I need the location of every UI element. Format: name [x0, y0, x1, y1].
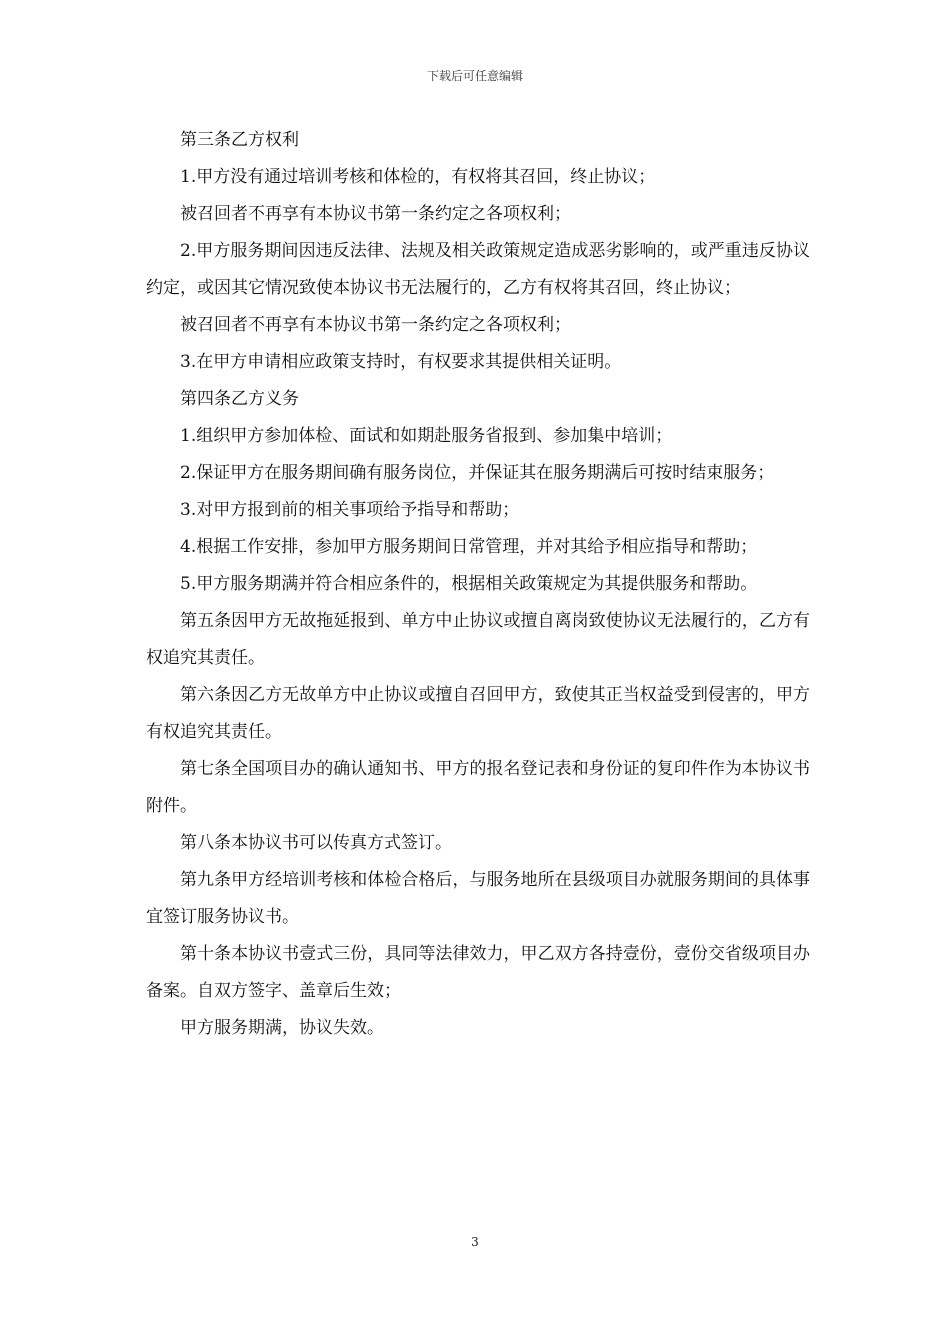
- paragraph: 甲方服务期满，协议失效。: [180, 1018, 384, 1038]
- paragraph: 第七条全国项目办的确认通知书、甲方的报名登记表和身份证的复印件作为本协议书附件。: [146, 759, 810, 816]
- paragraph: 第九条甲方经培训考核和体检合格后，与服务地所在县级项目办就服务期间的具体事宜签订服务协议书。: [146, 870, 810, 927]
- paragraph: 被召回者不再享有本协议书第一条约定之各项权利；: [180, 204, 571, 224]
- paragraph: 第四条乙方义务: [180, 389, 299, 409]
- paragraph: 1.组织甲方参加体检、面试和如期赴服务省报到、参加集中培训；: [180, 426, 673, 446]
- page-number: 3: [471, 1235, 479, 1249]
- paragraph: 被召回者不再享有本协议书第一条约定之各项权利；: [180, 315, 571, 335]
- paragraph: 第三条乙方权利: [180, 130, 299, 150]
- paragraph: 2.保证甲方在服务期间确有服务岗位，并保证其在服务期满后可按时结束服务；: [180, 463, 775, 483]
- document-body: [146, 122, 810, 1047]
- paragraph: 第八条本协议书可以传真方式签订。: [180, 833, 452, 853]
- paragraph: 第六条因乙方无故单方中止协议或擅自召回甲方，致使其正当权益受到侵害的，甲方有权追究其责任。: [146, 685, 810, 742]
- paragraph: 第五条因甲方无故拖延报到、单方中止协议或擅自离岗致使协议无法履行的，乙方有权追究其责任。: [146, 611, 810, 668]
- page-header: 下载后可任意编辑: [426, 69, 523, 83]
- paragraph: 4.根据工作安排，参加甲方服务期间日常管理，并对其给予相应指导和帮助；: [180, 537, 758, 557]
- paragraph: 2.甲方服务期间因违反法律、法规及相关政策规定造成恶劣影响的，或严重违反协议约定，或因其它情况致使本协议书无法履行的，乙方有权将其召回，终止协议；: [146, 241, 810, 298]
- paragraph: 第十条本协议书壹式三份，具同等法律效力，甲乙双方各持壹份，壹份交省级项目办备案。自双方签字、盖章后生效；: [146, 944, 810, 1001]
- paragraph: 1.甲方没有通过培训考核和体检的，有权将其召回，终止协议；: [180, 167, 656, 187]
- paragraph: 3.在甲方申请相应政策支持时，有权要求其提供相关证明。: [180, 352, 622, 372]
- paragraph: 3.对甲方报到前的相关事项给予指导和帮助；: [180, 500, 520, 520]
- paragraph: 5.甲方服务期满并符合相应条件的，根据相关政策规定为其提供服务和帮助。: [180, 574, 758, 594]
